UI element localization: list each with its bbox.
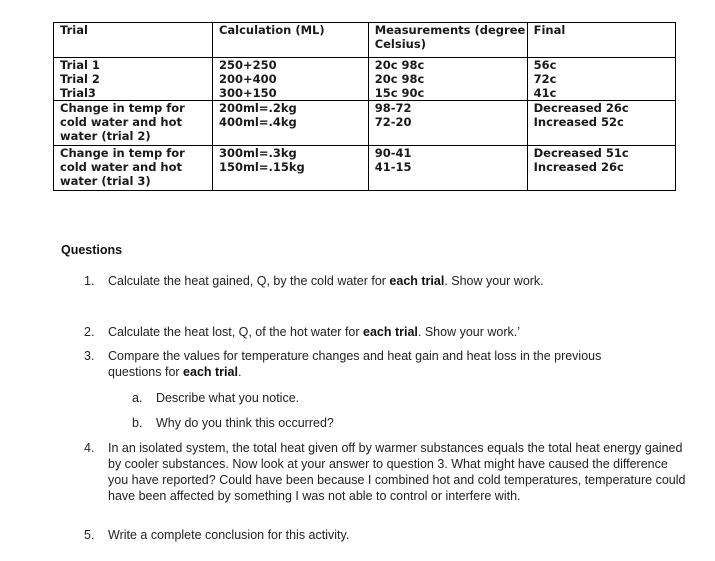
header-cell: Final xyxy=(527,23,675,58)
table-cell: 72c xyxy=(527,72,675,86)
question-number: 4. xyxy=(84,441,95,455)
table-cell: Trial 1 xyxy=(54,58,213,73)
question-text: Calculate the heat lost, Q, of the hot water for each trial. Show your work.’ xyxy=(108,325,521,339)
table-cell: Decreased 51c Increased 26c xyxy=(527,146,675,191)
question-text: Describe what you notice. xyxy=(156,391,300,405)
table-cell: Decreased 26c Increased 52c xyxy=(527,101,675,146)
question-number: 1. xyxy=(84,274,95,288)
table-cell: 41c xyxy=(527,86,675,101)
question-text: Calculate the heat gained, Q, by the cold water for each trial. Show your work. xyxy=(108,274,544,288)
question-number: 2. xyxy=(84,325,95,339)
question-text: Write a complete conclusion for this activity. xyxy=(108,528,350,542)
question-text: Compare the values for temperature changes and heat gain and heat loss in the previous questions for each trial. xyxy=(108,349,602,379)
table-cell: 98-72 72-20 xyxy=(368,101,527,146)
table-row xyxy=(54,58,676,73)
question-text: In an isolated system, the total heat given off by warmer substances equals the total heat energy gained by cooler substances. Now look at your answer to question 3. What might have caused the difference you have reported? Could have been because I combined hot and cold temperatures, temperature could have been affected by something I was not able to control or interfere with. xyxy=(108,441,686,503)
table-cell: 15c 90c xyxy=(368,86,527,101)
table-row xyxy=(54,101,676,146)
table-header-row xyxy=(54,23,676,58)
table-cell: Change in temp for cold water and hot water (trial 3) xyxy=(54,146,213,191)
header-cell: Measurements (degree Celsius) xyxy=(368,23,527,58)
table-cell: 250+250 xyxy=(212,58,368,73)
table-row xyxy=(54,86,676,101)
question-number: 5. xyxy=(84,528,95,542)
data-table xyxy=(53,22,676,191)
question-number: 3. xyxy=(84,349,95,363)
table-cell: 56c xyxy=(527,58,675,73)
table-row xyxy=(54,146,676,191)
table-cell: 200ml=.2kg 400ml=.4kg xyxy=(212,101,368,146)
question-number: a. xyxy=(132,391,143,405)
table-cell: 300ml=.3kg 150ml=.15kg xyxy=(212,146,368,191)
table-row xyxy=(54,72,676,86)
header-cell: Calculation (ML) xyxy=(212,23,368,58)
table-cell: 20c 98c xyxy=(368,58,527,73)
question-text: Why do you think this occurred? xyxy=(156,416,334,430)
table-cell: Trial3 xyxy=(54,86,213,101)
table-cell: 20c 98c xyxy=(368,72,527,86)
header-cell: Trial xyxy=(54,23,213,58)
table-cell: Trial 2 xyxy=(54,72,213,86)
table-cell: 200+400 xyxy=(212,72,368,86)
question-number: b. xyxy=(132,416,143,430)
table-cell: 300+150 xyxy=(212,86,368,101)
table-cell: 90-41 41-15 xyxy=(368,146,527,191)
questions-heading: Questions xyxy=(61,243,123,257)
table-cell: Change in temp for cold water and hot water (trial 2) xyxy=(54,101,213,146)
